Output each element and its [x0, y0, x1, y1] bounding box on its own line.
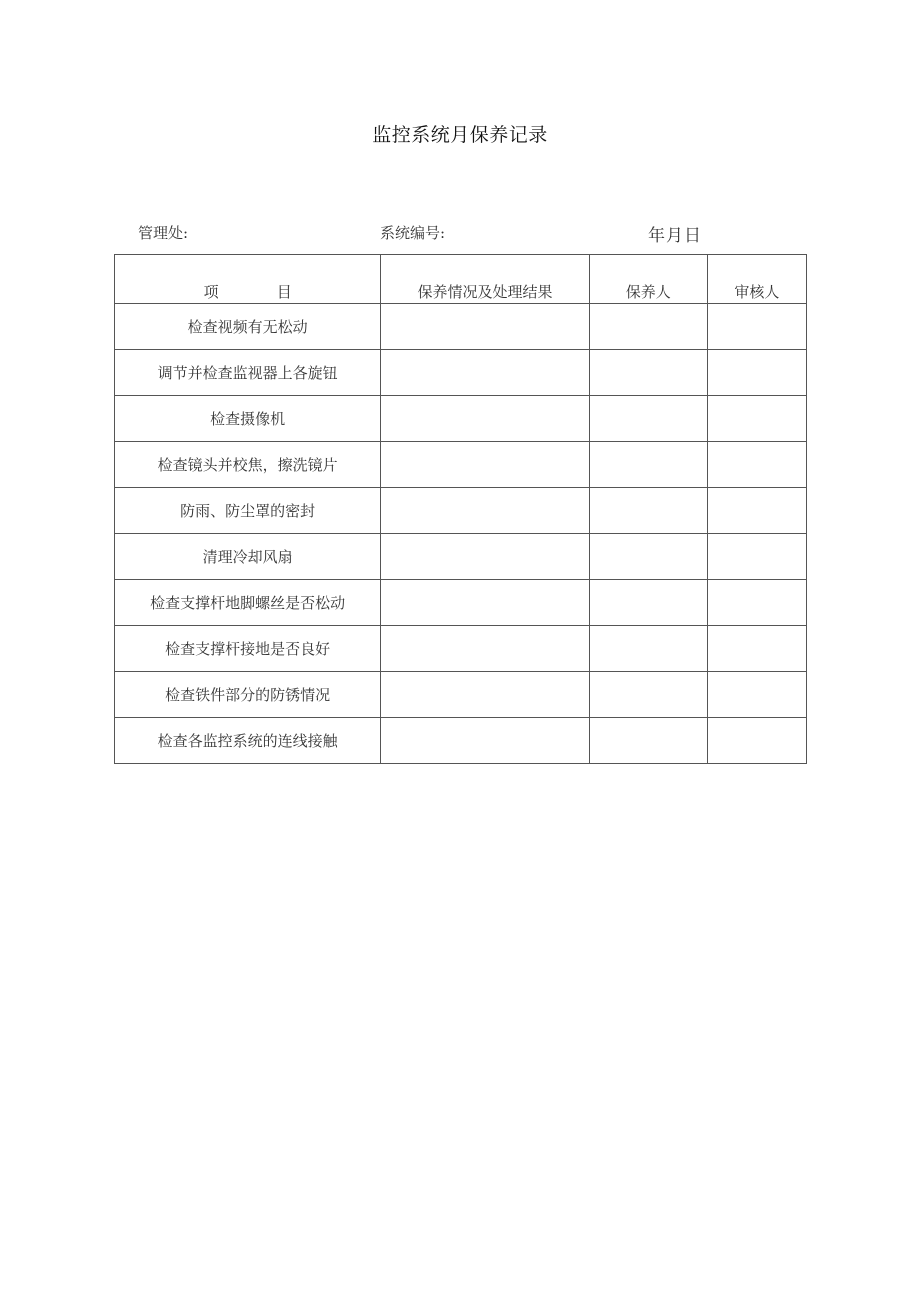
- table-row: [115, 442, 807, 488]
- row-item: 防雨、防尘罩的密封: [115, 488, 381, 534]
- row-result-cell[interactable]: [381, 718, 589, 764]
- table-row: [115, 304, 807, 350]
- document-meta-row: [0, 222, 920, 246]
- table-row: [115, 396, 807, 442]
- row-maintainer-cell[interactable]: [589, 304, 707, 350]
- table-row: [115, 672, 807, 718]
- row-reviewer-cell[interactable]: [707, 350, 806, 396]
- document-title: 监控系统月保养记录: [372, 124, 548, 146]
- row-reviewer-cell[interactable]: [707, 672, 806, 718]
- management-office-label: 管理处:: [138, 224, 189, 242]
- row-item: 调节并检查监视器上各旋钮: [115, 350, 381, 396]
- row-reviewer-cell[interactable]: [707, 488, 806, 534]
- system-number-label: 系统编号:: [380, 224, 446, 242]
- row-reviewer-cell[interactable]: [707, 534, 806, 580]
- table-header-row: [115, 255, 807, 304]
- row-item: 清理冷却风扇: [115, 534, 381, 580]
- row-item: 检查各监控系统的连线接触: [115, 718, 381, 764]
- header-item-part2: 目: [276, 283, 292, 301]
- row-reviewer-cell[interactable]: [707, 442, 806, 488]
- row-item: 检查支撑杆接地是否良好: [115, 626, 381, 672]
- header-reviewer: 审核人: [707, 255, 806, 304]
- header-item-part1: 项: [203, 283, 219, 301]
- maintenance-record-table: [114, 254, 807, 764]
- table-row: [115, 488, 807, 534]
- row-maintainer-cell[interactable]: [589, 396, 707, 442]
- row-result-cell[interactable]: [381, 626, 589, 672]
- table-row: [115, 534, 807, 580]
- table-row: [115, 718, 807, 764]
- row-item: 检查铁件部分的防锈情况: [115, 672, 381, 718]
- row-result-cell[interactable]: [381, 580, 589, 626]
- row-reviewer-cell[interactable]: [707, 304, 806, 350]
- row-maintainer-cell[interactable]: [589, 488, 707, 534]
- row-result-cell[interactable]: [381, 442, 589, 488]
- row-maintainer-cell[interactable]: [589, 442, 707, 488]
- row-result-cell[interactable]: [381, 488, 589, 534]
- table-row: [115, 350, 807, 396]
- header-item: [115, 255, 381, 304]
- row-maintainer-cell[interactable]: [589, 580, 707, 626]
- row-reviewer-cell[interactable]: [707, 580, 806, 626]
- row-item: 检查视频有无松动: [115, 304, 381, 350]
- row-result-cell[interactable]: [381, 304, 589, 350]
- row-item: 检查摄像机: [115, 396, 381, 442]
- row-maintainer-cell[interactable]: [589, 534, 707, 580]
- row-result-cell[interactable]: [381, 350, 589, 396]
- row-item: 检查镜头并校焦，擦洗镜片: [115, 442, 381, 488]
- header-maintainer: 保养人: [589, 255, 707, 304]
- row-maintainer-cell[interactable]: [589, 718, 707, 764]
- row-reviewer-cell[interactable]: [707, 718, 806, 764]
- row-result-cell[interactable]: [381, 534, 589, 580]
- row-reviewer-cell[interactable]: [707, 626, 806, 672]
- row-maintainer-cell[interactable]: [589, 672, 707, 718]
- row-maintainer-cell[interactable]: [589, 626, 707, 672]
- table-row: [115, 580, 807, 626]
- row-result-cell[interactable]: [381, 672, 589, 718]
- date-label: 年月日: [648, 226, 702, 246]
- header-result: 保养情况及处理结果: [381, 255, 589, 304]
- row-reviewer-cell[interactable]: [707, 396, 806, 442]
- table-row: [115, 626, 807, 672]
- row-item: 检查支撑杆地脚螺丝是否松动: [115, 580, 381, 626]
- row-maintainer-cell[interactable]: [589, 350, 707, 396]
- row-result-cell[interactable]: [381, 396, 589, 442]
